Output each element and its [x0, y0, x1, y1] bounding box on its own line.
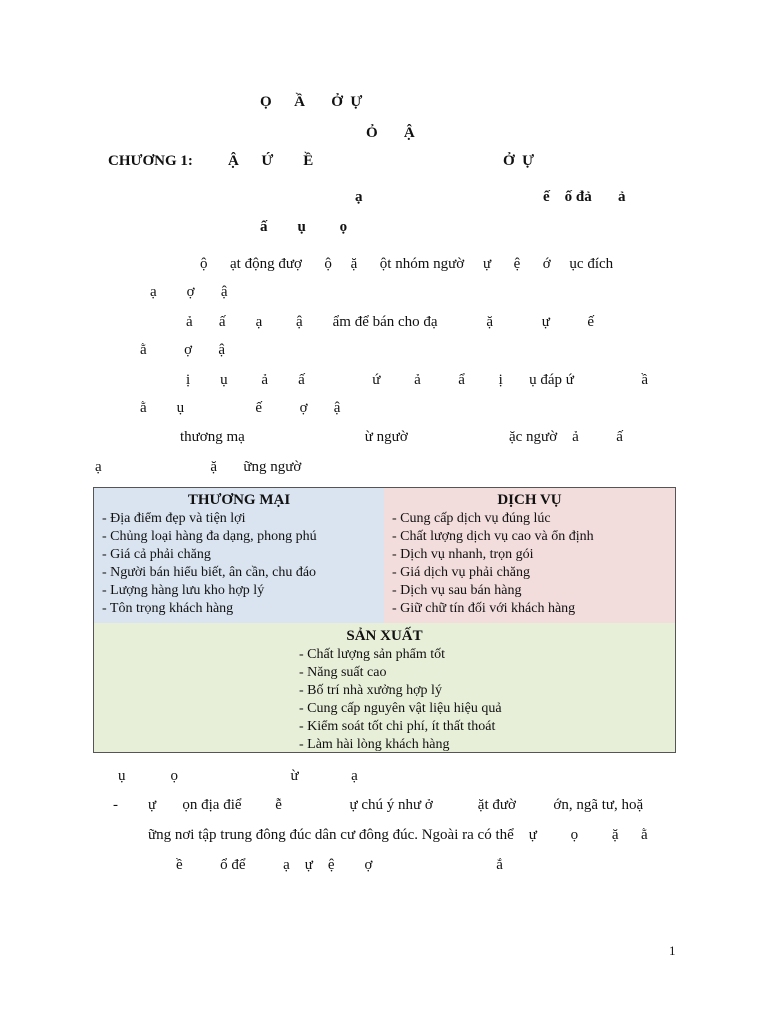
thuong-mai-item: - Lượng hàng lưu kho hợp lý: [102, 583, 265, 598]
thuong-mai-item: - Giá cả phải chăng: [102, 547, 211, 562]
title-line-2: Ỏ Ậ: [366, 125, 415, 141]
para-2-b: ạ ợ ậ: [150, 284, 228, 300]
after-line-2: ự ọn địa điể ễ ự chú ý như ở ặt đườ ớn, ngã tư, hoặ: [148, 797, 644, 813]
title-line-1: Ọ Ầ Ở Ự: [260, 94, 363, 110]
para-1-b: ế ố đả ả: [543, 189, 626, 205]
san-xuat-cell: [94, 623, 675, 752]
para-1-a: ạ: [355, 189, 363, 205]
dich-vu-item: - Cung cấp dịch vụ đúng lúc: [392, 511, 551, 526]
para-4-b: ằ ụ ế ợ ậ: [140, 400, 341, 416]
san-xuat-item: - Năng suất cao: [299, 665, 387, 680]
san-xuat-item: - Kiểm soát tốt chi phí, ít thất thoát: [299, 719, 496, 734]
san-xuat-item: - Cung cấp nguyên vật liệu hiệu quả: [299, 701, 502, 716]
para-3-a: ả ấ ạ ậ ẩm để bán cho đạ ặ ự ế: [186, 314, 595, 330]
chapter-text-a: Ậ Ứ Ề: [228, 153, 314, 169]
thuong-mai-item: - Tôn trọng khách hàng: [102, 601, 234, 616]
chapter-label: CHƯƠNG 1:: [108, 153, 193, 169]
dich-vu-item: - Giá dịch vụ phải chăng: [392, 565, 531, 580]
thuong-mai-header: THƯƠNG MẠI: [187, 492, 291, 508]
san-xuat-item: - Làm hài lòng khách hàng: [299, 737, 450, 752]
san-xuat-header: SẢN XUẤT: [346, 628, 423, 644]
dich-vu-item: - Chất lượng dịch vụ cao và ổn định: [392, 529, 594, 544]
dich-vu-header: DỊCH VỤ: [497, 492, 562, 508]
dich-vu-item: - Dịch vụ nhanh, trọn gói: [392, 547, 534, 562]
para-4-a: ị ụ ả ấ ứ ả ẩ ị ụ đáp ứ ầ: [186, 372, 649, 388]
dich-vu-cell: [384, 488, 675, 623]
para-5-a: thương mạ ừ ngườ ặc ngườ ả ấ: [180, 429, 623, 445]
thuong-mai-cell: [94, 488, 384, 623]
san-xuat-item: - Chất lượng sản phẩm tốt: [299, 647, 446, 662]
dich-vu-item: - Dịch vụ sau bán hàng: [392, 583, 522, 598]
thuong-mai-item: - Chủng loại hàng đa dạng, phong phú: [102, 529, 317, 544]
para-5-b: ạ ặ ững ngườ: [95, 459, 302, 475]
thuong-mai-item: - Địa điểm đẹp và tiện lợi: [102, 511, 246, 526]
para-3-b: ằ ợ ậ: [140, 342, 225, 358]
chapter-text-b: Ở Ự: [503, 153, 535, 169]
bullet-dash: -: [113, 797, 118, 813]
page-number: 1: [669, 943, 676, 958]
dich-vu-item: - Giữ chữ tín đối với khách hàng: [392, 601, 576, 616]
thuong-mai-item: - Người bán hiểu biết, ân cần, chu đáo: [102, 565, 317, 580]
requirements-table: [93, 487, 676, 753]
san-xuat-item: - Bố trí nhà xưởng hợp lý: [299, 683, 442, 698]
san-xuat-list: [299, 646, 502, 754]
after-line-1: ụ ọ ừ ạ: [118, 768, 358, 784]
after-line-4: ề ổ để ạ ự ệ ợ ắ: [176, 857, 503, 873]
para-2-a: ộ ạt động đượ ộ ặ ột nhóm ngườ ự ệ ớ ục đích: [200, 256, 614, 272]
after-line-3: ững nơi tập trung đông đúc dân cư đông đúc. Ngoài ra có thể ự ọ ặ ằ: [148, 827, 648, 843]
para-1-c: ấ ụ ọ: [260, 219, 348, 235]
